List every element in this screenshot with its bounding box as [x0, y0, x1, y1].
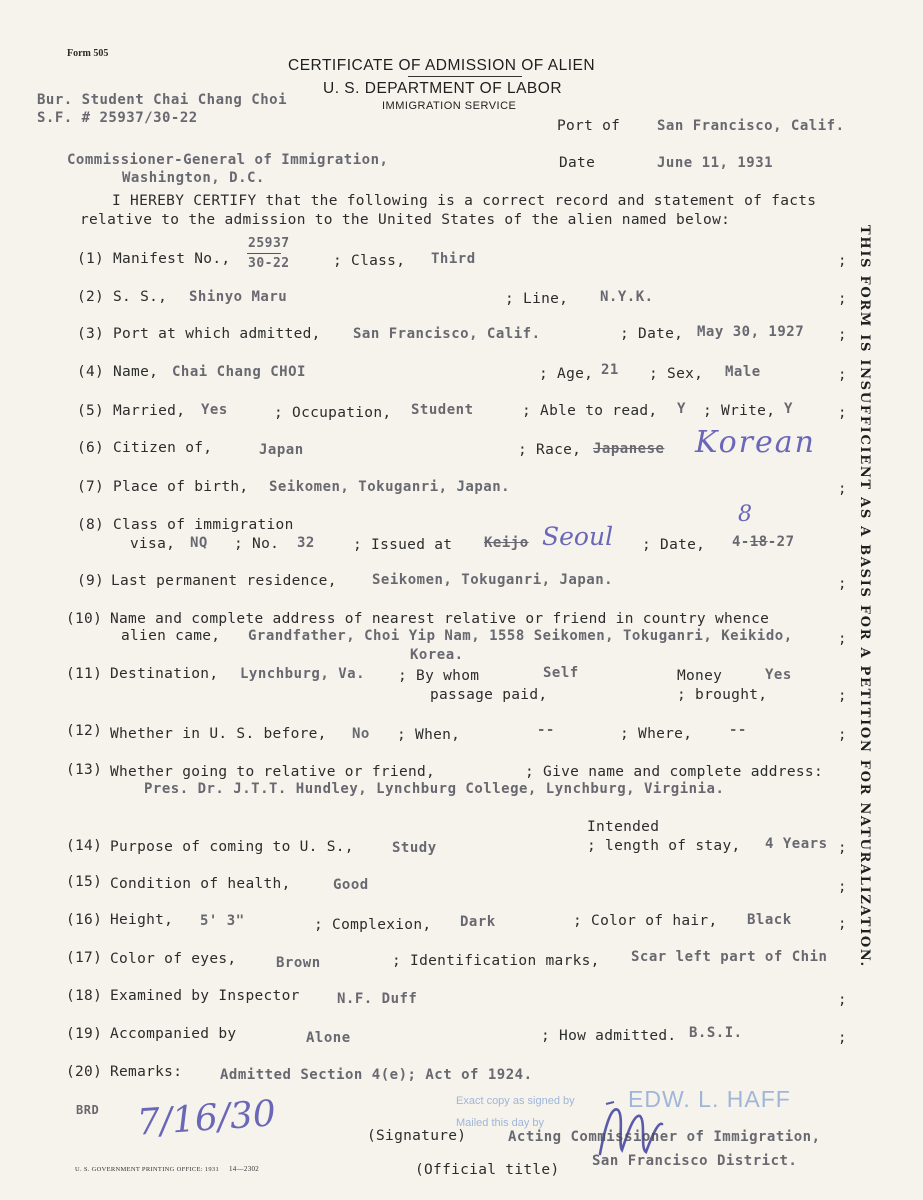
row-16-semicolon: ;: [838, 916, 847, 932]
row-19-semicolon: ;: [838, 1030, 847, 1046]
item-14-number: (14): [66, 838, 103, 854]
addressee-line1: Commissioner-General of Immigration,: [67, 152, 389, 168]
item-16-hair-label: ; Color of hair,: [573, 913, 718, 929]
date-label: Date: [559, 155, 596, 171]
item-8-date-value: [732, 534, 795, 550]
item-11-money-value: Yes: [765, 667, 792, 683]
item-4-sex-label: ; Sex,: [649, 366, 704, 382]
row-3-semicolon: ;: [838, 327, 847, 343]
item-4-number: (4): [77, 364, 105, 380]
item-12-where-label: ; Where,: [620, 726, 693, 742]
item-8-date-post: -27: [767, 534, 795, 550]
item-5-write-label: ; Write,: [703, 403, 776, 419]
item-5-label: Married,: [113, 403, 186, 419]
item-5-read-value: Y: [677, 401, 686, 417]
item-17-label: Color of eyes,: [110, 951, 237, 967]
item-1-label: Manifest No.,: [113, 251, 231, 267]
item-18-inspector-value: N.F. Duff: [337, 991, 418, 1007]
item-16-complexion-value: Dark: [460, 914, 496, 930]
signature-title-line1: Acting Commissioner of Immigration,: [508, 1129, 821, 1145]
item-9-number: (9): [77, 573, 105, 589]
item-14-stay-label: ; length of stay,: [587, 838, 741, 854]
item-11-money-label: Money: [677, 668, 723, 684]
item-10-relative-value-cont: Korea.: [410, 647, 464, 663]
date-value: June 11, 1931: [657, 155, 774, 171]
item-5-married-value: Yes: [201, 402, 228, 418]
item-11-destination-value: Lynchburg, Va.: [240, 666, 366, 682]
item-2-line-value: N.Y.K.: [600, 289, 654, 305]
item-19-how-admitted-value: B.S.I.: [689, 1025, 743, 1041]
item-4-age-value: 21: [601, 362, 619, 378]
certify-line2: relative to the admission to the United States of the alien named below:: [80, 212, 731, 228]
item-4-name-value: Chai Chang CHOI: [172, 364, 306, 380]
item-6-citizen-value: Japan: [259, 442, 304, 458]
item-6-race-struck: Japanese: [593, 441, 665, 457]
item-17-eyes-value: Brown: [276, 955, 321, 971]
item-12-where-value: --: [729, 722, 747, 738]
item-3-port-value: San Francisco, Calif.: [353, 326, 541, 342]
row-11-semicolon: ;: [838, 688, 847, 704]
item-15-health-value: Good: [333, 877, 369, 893]
item-8-issued-handwritten: Seoul: [542, 522, 614, 551]
item-6-label: Citizen of,: [113, 440, 213, 456]
item-2-ship-value: Shinyo Maru: [189, 289, 288, 305]
item-1-manifest-bottom: 30-22: [248, 256, 290, 271]
item-17-number: (17): [66, 950, 103, 966]
signature-title-line2: San Francisco District.: [592, 1153, 798, 1169]
item-19-label: Accompanied by: [110, 1026, 237, 1042]
certify-line1: I HEREBY CERTIFY that the following is a correct record and statement of facts: [112, 193, 817, 209]
item-7-label: Place of birth,: [113, 479, 249, 495]
item-8-date-handwritten: 8: [738, 502, 752, 527]
item-8-date-pre: 4-: [732, 534, 750, 550]
item-6-number: (6): [77, 440, 105, 456]
title-underline: [408, 76, 522, 77]
item-8-number: (8): [77, 517, 105, 533]
row-4-semicolon: ;: [838, 367, 847, 383]
item-2-line-label: ; Line,: [505, 291, 569, 307]
item-13-label: Whether going to relative or friend,: [110, 764, 436, 780]
row-7-semicolon: ;: [838, 481, 847, 497]
item-16-hair-value: Black: [747, 912, 792, 928]
item-5-read-label: ; Able to read,: [522, 403, 658, 419]
item-12-number: (12): [66, 723, 103, 739]
item-14-intended-label: Intended: [587, 819, 660, 835]
item-8-date-label: ; Date,: [642, 537, 706, 553]
item-16-label: Height,: [110, 912, 174, 928]
item-19-accompanied-value: Alone: [306, 1030, 351, 1046]
item-13-address-label: ; Give name and complete address:: [525, 764, 823, 780]
item-15-label: Condition of health,: [110, 876, 291, 892]
item-18-number: (18): [66, 988, 103, 1004]
item-17-marks-label: ; Identification marks,: [392, 953, 600, 969]
item-10-number: (10): [66, 611, 103, 627]
row-2-semicolon: ;: [838, 291, 847, 307]
handwritten-date: 7/16/30: [135, 1093, 278, 1144]
item-2-label: S. S.,: [113, 289, 168, 305]
item-7-number: (7): [77, 479, 105, 495]
item-10-relative-value: Grandfather, Choi Yip Nam, 1558 Seikomen, Tokuganri, Keikido,: [248, 628, 793, 644]
item-8-no-label: ; No.: [234, 536, 280, 552]
printer-office: U. S. GOVERNMENT PRINTING OFFICE: 1931: [75, 1166, 219, 1173]
item-4-age-label: ; Age,: [539, 366, 594, 382]
item-5-write-value: Y: [784, 401, 793, 417]
margin-warning-text: THIS FORM IS INSUFFICIENT AS A BASIS FOR A PETITION FOR NATURALIZATION.: [857, 225, 872, 968]
row-9-semicolon: ;: [838, 576, 847, 592]
row-10-semicolon: ;: [838, 631, 847, 647]
item-17-marks-value: Scar left part of Chin: [631, 949, 828, 965]
item-1-class-label: ; Class,: [333, 253, 406, 269]
item-1-class-value: Third: [431, 251, 476, 267]
stamp-line2: Mailed this day by: [456, 1117, 545, 1129]
item-11-passage-paid-label: passage paid,: [430, 687, 548, 703]
item-11-by-whom-label: ; By whom: [398, 668, 480, 684]
item-11-passage-value: Self: [543, 665, 579, 681]
item-19-how-admitted-label: ; How admitted.: [541, 1028, 677, 1044]
item-2-number: (2): [77, 289, 105, 305]
item-6-race-handwritten: Korean: [695, 425, 816, 460]
item-5-occupation-label: ; Occupation,: [274, 405, 392, 421]
item-5-number: (5): [77, 403, 105, 419]
item-20-remarks-value: Admitted Section 4(e); Act of 1924.: [220, 1067, 533, 1083]
clerk-initials: BRD: [76, 1103, 100, 1117]
item-6-race-label: ; Race,: [518, 442, 582, 458]
item-16-number: (16): [66, 912, 103, 928]
row-15-semicolon: ;: [838, 879, 847, 895]
bureau-ref-line1: Bur. Student Chai Chang Choi: [37, 92, 288, 108]
item-8-no-value: 32: [297, 535, 315, 551]
item-15-number: (15): [66, 874, 103, 890]
item-8-visa-value: NQ: [190, 535, 208, 551]
item-20-label: Remarks:: [110, 1064, 183, 1080]
item-7-birthplace-value: Seikomen, Tokuganri, Japan.: [269, 479, 511, 495]
item-4-sex-value: Male: [725, 364, 761, 380]
row-18-semicolon: ;: [838, 992, 847, 1008]
item-10-label-a: Name and complete address of nearest relative or friend in country whence: [110, 611, 770, 627]
bureau-ref-line2: S.F. # 25937/30-22: [37, 110, 198, 126]
port-label: Port of: [557, 118, 621, 134]
service-name: IMMIGRATION SERVICE: [382, 100, 517, 112]
margin-warning: [852, 225, 876, 985]
row-1-semicolon: ;: [838, 253, 847, 269]
department-name: U. S. DEPARTMENT OF LABOR: [323, 80, 563, 97]
item-8-date-struck: 18: [749, 534, 768, 550]
official-title-label: (Official title): [415, 1162, 560, 1178]
item-8-label-a: Class of immigration: [113, 517, 294, 533]
item-3-date-label: ; Date,: [620, 326, 684, 342]
port-value: San Francisco, Calif.: [657, 118, 845, 134]
item-16-height-value: 5' 3": [200, 913, 245, 929]
item-12-before-value: No: [352, 726, 370, 742]
item-9-residence-value: Seikomen, Tokuganri, Japan.: [372, 572, 614, 588]
item-14-stay-value: 4 Years: [765, 836, 828, 852]
item-3-number: (3): [77, 326, 105, 342]
item-11-label: Destination,: [110, 666, 219, 682]
item-19-number: (19): [66, 1026, 103, 1042]
item-8-issued-label: ; Issued at: [353, 537, 453, 553]
item-11-number: (11): [66, 666, 103, 682]
item-13-address-value: Pres. Dr. J.T.T. Hundley, Lynchburg College, Lynchburg, Virginia.: [144, 781, 725, 797]
item-14-purpose-value: Study: [392, 840, 437, 856]
item-18-label: Examined by Inspector: [110, 988, 300, 1004]
item-13-number: (13): [66, 762, 103, 778]
item-5-occupation-value: Student: [411, 402, 474, 418]
item-1-manifest-top: 25937: [248, 236, 290, 251]
item-16-complexion-label: ; Complexion,: [314, 917, 432, 933]
row-14-semicolon: ;: [838, 840, 847, 856]
item-12-label: Whether in U. S. before,: [110, 726, 327, 742]
item-4-label: Name,: [113, 364, 159, 380]
stamp-line1: Exact copy as signed by: [456, 1095, 575, 1107]
item-10-label-b: alien came,: [121, 628, 221, 644]
item-14-label: Purpose of coming to U. S.,: [110, 839, 354, 855]
row-12-semicolon: ;: [838, 727, 847, 743]
item-12-when-label: ; When,: [397, 727, 461, 743]
printer-code: 14—2302: [229, 1165, 260, 1173]
item-8-issued-struck: Keijo: [484, 535, 529, 551]
item-8-label-b: visa,: [130, 536, 176, 552]
item-3-date-value: May 30, 1927: [697, 324, 805, 340]
item-11-brought-label: ; brought,: [677, 687, 768, 703]
item-3-label: Port at which admitted,: [113, 326, 321, 342]
manifest-fraction-bar: [247, 253, 281, 254]
item-20-number: (20): [66, 1064, 103, 1080]
item-9-label: Last permanent residence,: [111, 573, 337, 589]
addressee-line2: Washington, D.C.: [122, 170, 265, 186]
form-number: Form 505: [67, 48, 109, 59]
signature-label: (Signature): [367, 1128, 467, 1144]
stamp-name: EDW. L. HAFF: [628, 1086, 791, 1112]
certificate-title: CERTIFICATE OF ADMISSION OF ALIEN: [288, 57, 596, 74]
item-1-number: (1): [77, 251, 105, 267]
item-12-when-value: --: [537, 722, 555, 738]
row-5-semicolon: ;: [838, 405, 847, 421]
